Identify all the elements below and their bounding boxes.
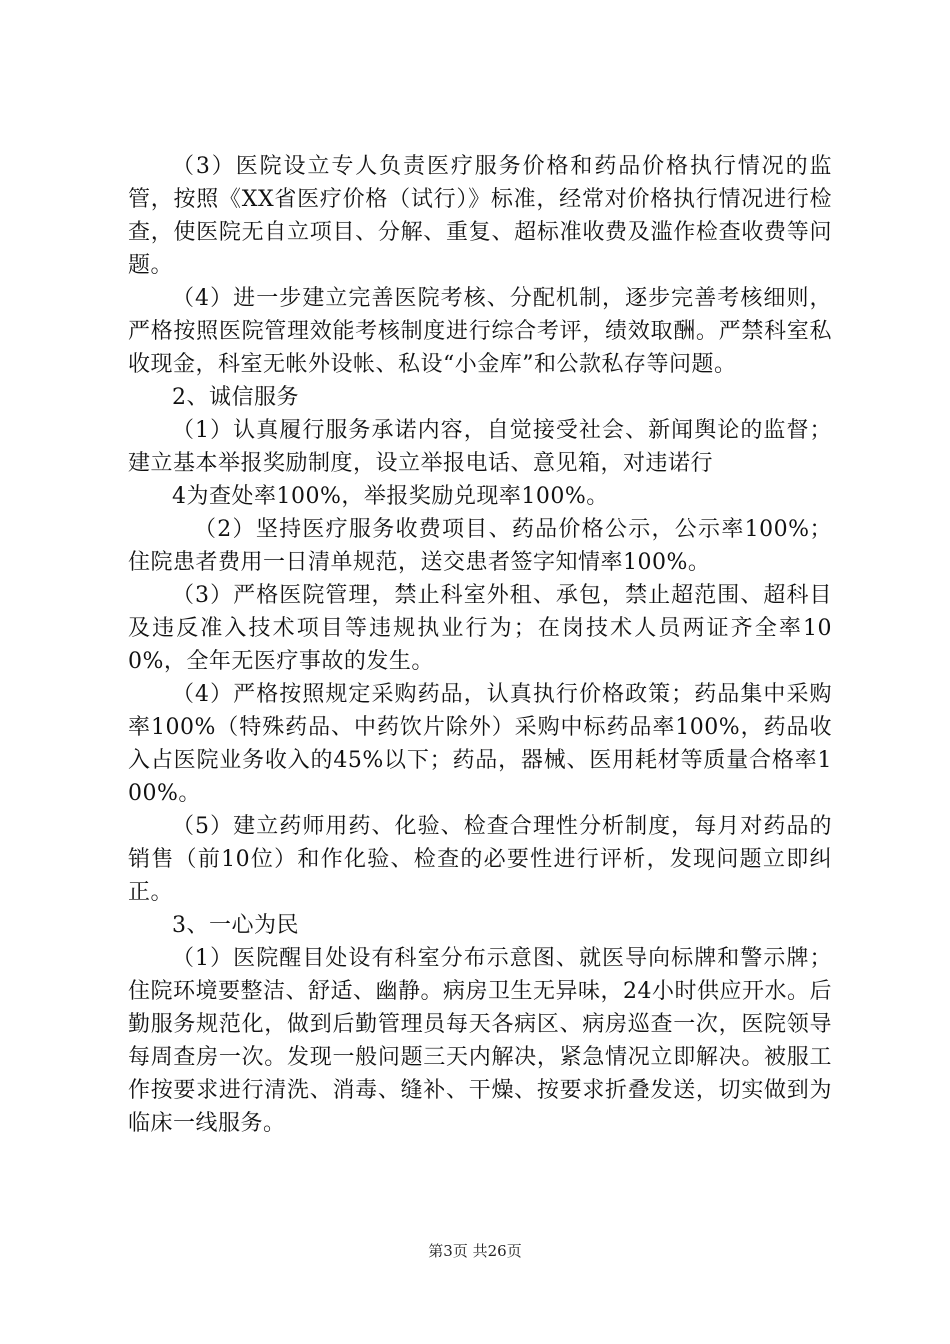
section-heading-serve-people: 3、一心为民 xyxy=(172,913,299,938)
paragraph-hospital-management: （3）严格医院管理，禁止科室外租、承包，禁止超范围、超科目及违反准入技术项目等违规执业行为；在岗技术人员两证齐全率100%，全年无医疗事故的发生。 xyxy=(128,583,832,674)
paragraph-price-supervision: （3）医院设立专人负责医疗服务价格和药品价格执行情况的监管，按照《XX省医疗价格（试行）》标准，经常对价格执行情况进行检查，使医院无自立项目、分解、重复、超标准收费及滥作检查收费等问题。 xyxy=(128,154,832,278)
paragraph-assessment-mechanism: （4）进一步建立完善医院考核、分配机制，逐步完善考核细则，严格按照医院管理效能考核制度进行综合考评，绩效取酬。严禁科室私收现金，科室无帐外设帐、私设“小金库”和公款私存等问题。 xyxy=(128,286,832,377)
paragraph-report-rate: 4为查处率100%，举报奖励兑现率100%。 xyxy=(172,484,609,509)
paragraph-fee-publicity: （2）坚持医疗服务收费项目、药品价格公示，公示率100%；住院患者费用一日清单规范，送交患者签字知情率100%。 xyxy=(128,517,832,575)
page-number-footer: 第3页 共26页 xyxy=(428,1242,522,1260)
paragraph-service-commitment: （1）认真履行服务承诺内容，自觉接受社会、新闻舆论的监督；建立基本举报奖励制度，设立举报电话、意见箱，对违诺行 xyxy=(128,418,832,476)
section-heading-integrity-service: 2、诚信服务 xyxy=(172,385,299,410)
paragraph-pharmacist-analysis: （5）建立药师用药、化验、检查合理性分析制度，每月对药品的销售（前10位）和作化验、检查的必要性进行评析，发现问题立即纠正。 xyxy=(128,814,832,905)
paragraph-hospital-environment: （1）医院醒目处设有科室分布示意图、就医导向标牌和警示牌；住院环境要整洁、舒适、幽静。病房卫生无异味，24小时供应开水。后勤服务规范化，做到后勤管理员每天各病区、病房巡查一次，医院领导每周查房一次。发现一般问题三天内解决，紧急情况立即解决。被服工作按要求进行清洗、消毒、缝补、干燥、按要求折叠发送，切实做到为临床一线服务。 xyxy=(128,946,832,1136)
document-body xyxy=(128,150,832,1140)
paragraph-drug-procurement: （4）严格按照规定采购药品，认真执行价格政策；药品集中采购率100%（特殊药品、中药饮片除外）采购中标药品率100%，药品收入占医院业务收入的45%以下；药品，器械、医用耗材等质量合格率100%。 xyxy=(128,682,832,806)
